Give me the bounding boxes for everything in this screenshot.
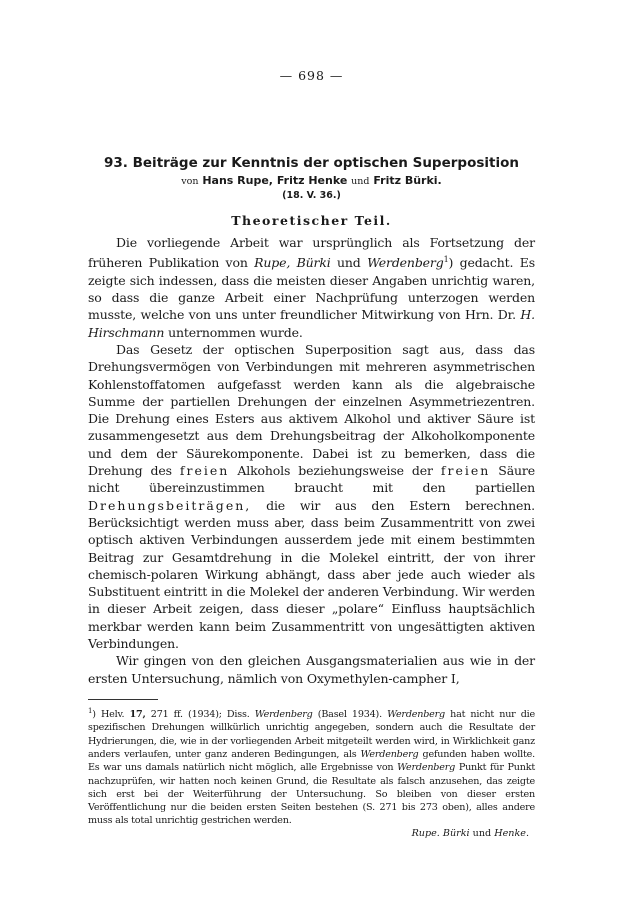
fn-text-a: ) Helv. [92, 709, 130, 721]
fn-text-d: hat nicht nur die spezifischen Drehungen willkürlich unrichtig angegeben, sondern auch die Resultate der Hydrierungen, die, wie in der vorliegenden Arbeit mitgeteilt werden wird, in Wirklichkeit ganz anders verlaufen, unter ganz anderen Bedingungen, als [88, 709, 536, 760]
footnote-ref: 1 [443, 255, 449, 265]
article-authors [88, 174, 535, 187]
author-rupe: Hans Rupe, [202, 174, 273, 187]
signature-and: und [472, 827, 492, 839]
article-title: 93. Beiträge zur Kenntnis der optischen Superposition [104, 155, 519, 171]
fn-text-e: gefunden haben wollte. Es war uns damals natürlich nicht möglich, alle Ergebnisse von [88, 748, 535, 774]
paragraph-3: Wir gingen von den gleichen Ausgangsmaterialien aus wie in der ersten Untersuchung, nämlich von Oxymethylen-campher I, [88, 653, 535, 686]
signature-names: Rupe. Bürki [411, 827, 470, 839]
p1-name-werdenberg: Werdenberg [367, 255, 444, 271]
p2-text-c: Säure nicht übereinzustimmen braucht mit den partiellen [88, 463, 535, 496]
p1-name-rupe-buerki: Rupe, Bürki [254, 255, 331, 271]
fn-name-4: Werdenberg [397, 762, 456, 774]
signature-last: Henke. [494, 827, 529, 839]
p1-text-a: Die vorliegende Arbeit war ursprünglich als Fortsetzung der früheren Publikation von [88, 235, 535, 271]
fn-text-c: (Basel 1934). [312, 709, 388, 721]
p1-text-d: unternommen wurde. [164, 324, 303, 340]
authors-prefix: von [181, 176, 199, 187]
p2-text-a: Das Gesetz der optischen Superposition sagt aus, dass das Drehungsvermögen von Verbindungen mit mehreren asymmetrischen Kohlenstoffatomen aufgefasst werden kann als die algebraische Summe der partiellen Drehungen der einzelnen Asymmetriezentren. Die Drehung eines Esters aus aktivem Alkohol und aktiver Säure ist zusammengesetzt aus dem Drehungsbeitrag der Alkoholkomponente und dem der Säurekomponente. Dabei ist zu bemerken, dass die Drehung des [88, 341, 535, 479]
p2-spaced-freien-1: freien [179, 463, 230, 479]
p2-text-d: die wir aus den Estern berechnen. Berücksichtigt werden muss aber, dass beim Zusammentritt von zwei optisch aktiven Verbindungen ausserdem jede mit einem bestimmten Beitrag zur Gesamtdrehung in die Molekel eintritt, der von ihrer chemisch-polaren Wirkung abhängt, dass aber jede auch wieder als Substituent eintritt in die Molekel der anderen Verbindung. Wir werden in dieser Arbeit zeigen, dass dieser „polare“ Einfluss hauptsächlich merkbar werden kann beim Zusammentritt von ungesättigten aktiven Verbindungen. [88, 497, 535, 651]
paragraph-2 [88, 341, 535, 652]
article-date: (18. V. 36.) [282, 190, 341, 201]
fn-name-3: Werdenberg [360, 748, 419, 760]
fn-name-1: Werdenberg [254, 709, 313, 721]
p1-name-hirschmann: H. Hirschmann [88, 307, 535, 340]
fn-text-b: 271 ff. (1934); Diss. [145, 709, 255, 721]
fn-text-f: Punkt für Punkt nachzuprüfen, wir hatten noch keinen Grund, die Resultate als falsch anzusehen, das zeigte sich erst bei der Weiterführung der Untersuchung. So bleiben von dieser ersten Veröffentlichung nur die beiden ersten Seiten bestehen (S. 271 bis 273 oben), alles andere muss als total unrichtig gestrichen werden. [88, 762, 535, 827]
footnote-signature [88, 828, 535, 839]
page [88, 68, 535, 839]
p1-text-c: ) gedacht. Es zeigte sich indessen, dass die meisten dieser Angaben unrichtig waren, so dass die ganze Arbeit einer Nachprüfung unterzogen werden musste, welche von uns unter freundlicher Mitwirkung von Hrn. Dr. [88, 255, 535, 323]
p2-spaced-drehungsbeitraegen: Drehungsbeiträgen, [88, 497, 252, 513]
footnote-mark: 1 [88, 706, 93, 715]
footnote [88, 705, 535, 828]
p1-text-b: und [330, 255, 368, 271]
paragraph-1 [88, 234, 535, 341]
fn-volume: 17, [129, 709, 146, 721]
author-buerki: Fritz Bürki. [373, 174, 442, 187]
page-number: — 698 — [279, 68, 344, 83]
fn-name-2: Werdenberg [387, 709, 445, 721]
author-henke: Fritz Henke [276, 174, 348, 187]
footnote-rule [88, 699, 158, 700]
p2-spaced-freien-2: freien [440, 463, 491, 479]
section-heading: Theoretischer Teil. [231, 213, 392, 228]
p2-text-b: Alkohols beziehungsweise der [229, 463, 441, 479]
authors-and: und [351, 176, 370, 187]
